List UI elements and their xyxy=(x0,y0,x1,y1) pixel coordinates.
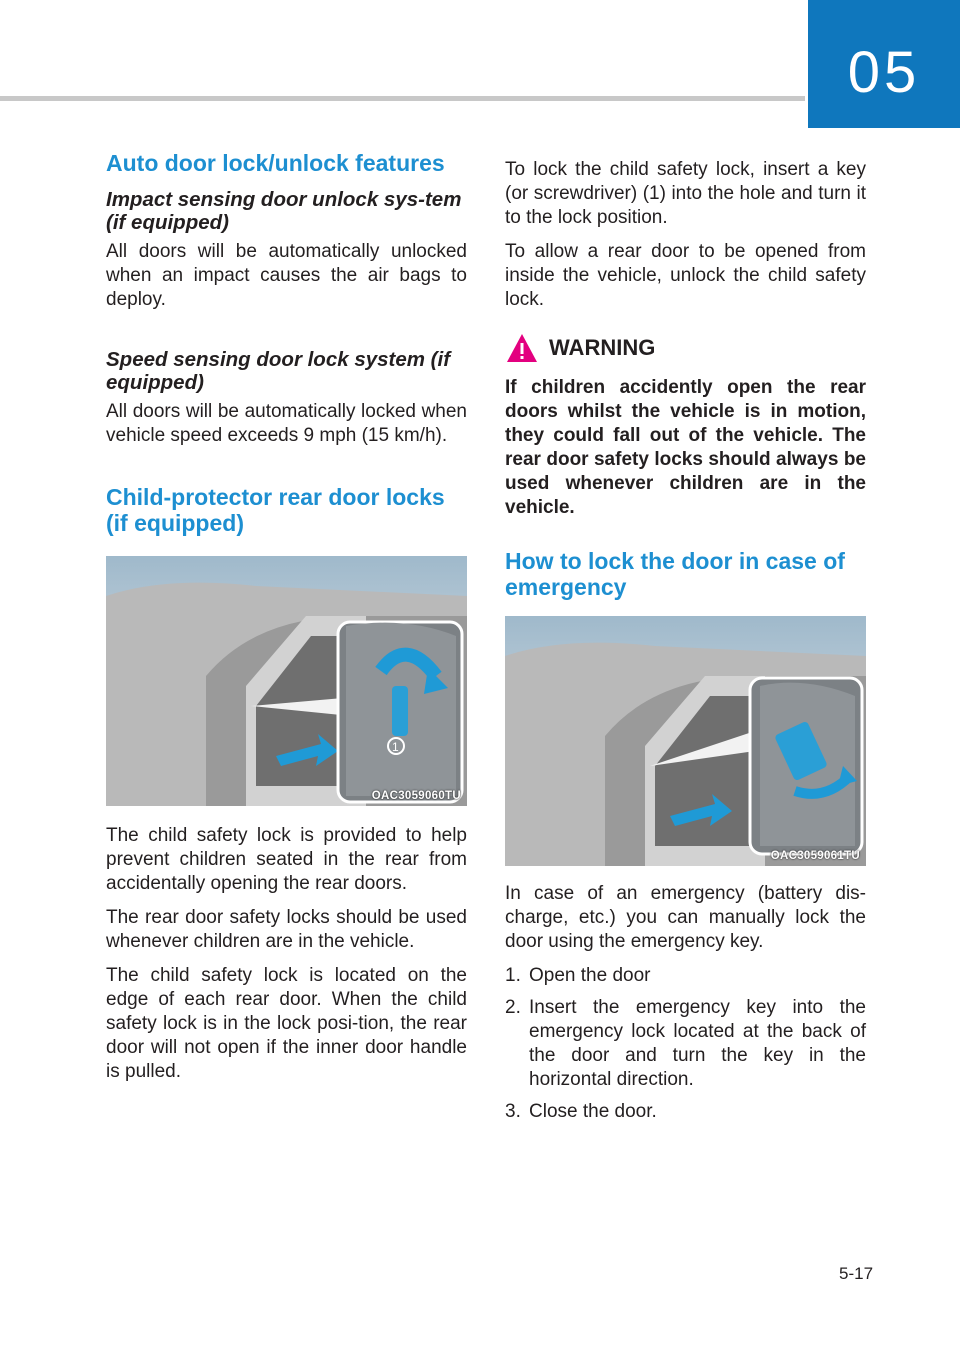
section-title-emergency-lock: How to lock the door in case of emergency xyxy=(505,548,845,600)
callout-1: 1 xyxy=(392,740,399,754)
unlock-instruction-paragraph: To allow a rear door to be opened from inside the vehicle, unlock the child safety lock. xyxy=(505,241,866,310)
warning-header xyxy=(505,332,866,364)
emergency-steps-list xyxy=(505,964,866,1124)
list-item xyxy=(505,964,866,988)
step-text: Open the door xyxy=(529,965,651,986)
child-lock-paragraph-3: The child safety lock is located on the edge of each rear door. When the child safety lock is in the lock posi-tion, the rear door will not open if the inner door handle is pulled. xyxy=(106,965,467,1082)
section-title-auto-door-lock: Auto door lock/unlock features xyxy=(106,150,445,176)
impact-sensing-text: All doors will be automatically unlocked when an impact causes the air bags to deploy. xyxy=(106,241,467,310)
step-number: 2. xyxy=(505,997,521,1018)
child-lock-paragraph-1: The child safety lock is provided to help prevent children seated in the rear from accidentally opening the rear doors. xyxy=(106,825,467,894)
section-title-child-protector: Child-protector rear door locks (if equipped) xyxy=(106,484,445,536)
figure-code: OAC3059060TU xyxy=(371,790,461,802)
warning-title: WARNING xyxy=(549,335,656,360)
emergency-lock-figure xyxy=(505,616,866,866)
child-lock-paragraph-2: The rear door safety locks should be used whenever children are in the vehicle. xyxy=(106,907,467,952)
emergency-intro-text: In case of an emergency (battery dis-charge, etc.) you can manually lock the door using the emergency key. xyxy=(505,883,866,952)
child-lock-illustration xyxy=(106,556,467,806)
chapter-tab: 05 xyxy=(808,0,960,128)
warning-triangle-icon xyxy=(505,332,539,364)
step-number: 3. xyxy=(505,1101,521,1122)
subsection-title-speed-sensing: Speed sensing door lock system (if equipped) xyxy=(106,348,451,394)
warning-text: If children accidently open the rear doors whilst the vehicle is in motion, they could fall out of the vehicle. The rear door safety locks should always be used whenever children are in the vehicle. xyxy=(505,377,866,518)
emergency-lock-illustration xyxy=(505,616,866,866)
list-item xyxy=(505,996,866,1092)
step-text: Insert the emergency key into the emergency lock located at the back of the door and turn the key in the horizontal direction. xyxy=(529,997,866,1090)
speed-sensing-text: All doors will be automatically locked when vehicle speed exceeds 9 mph (15 km/h). xyxy=(106,401,467,446)
step-text: Close the door. xyxy=(529,1101,657,1122)
lock-instruction-paragraph: To lock the child safety lock, insert a key (or screwdriver) (1) into the hole and turn it to the lock position. xyxy=(505,159,866,228)
subsection-title-impact-sensing: Impact sensing door unlock sys-tem (if equipped) xyxy=(106,188,462,234)
left-column xyxy=(106,150,467,1094)
page-number: 5-17 xyxy=(839,1264,874,1283)
step-number: 1. xyxy=(505,965,521,986)
right-column xyxy=(505,158,866,1132)
list-item xyxy=(505,1100,866,1124)
figure-code: OAC3059061TU xyxy=(770,850,860,862)
child-lock-figure xyxy=(106,556,467,806)
header-rule xyxy=(0,96,805,101)
